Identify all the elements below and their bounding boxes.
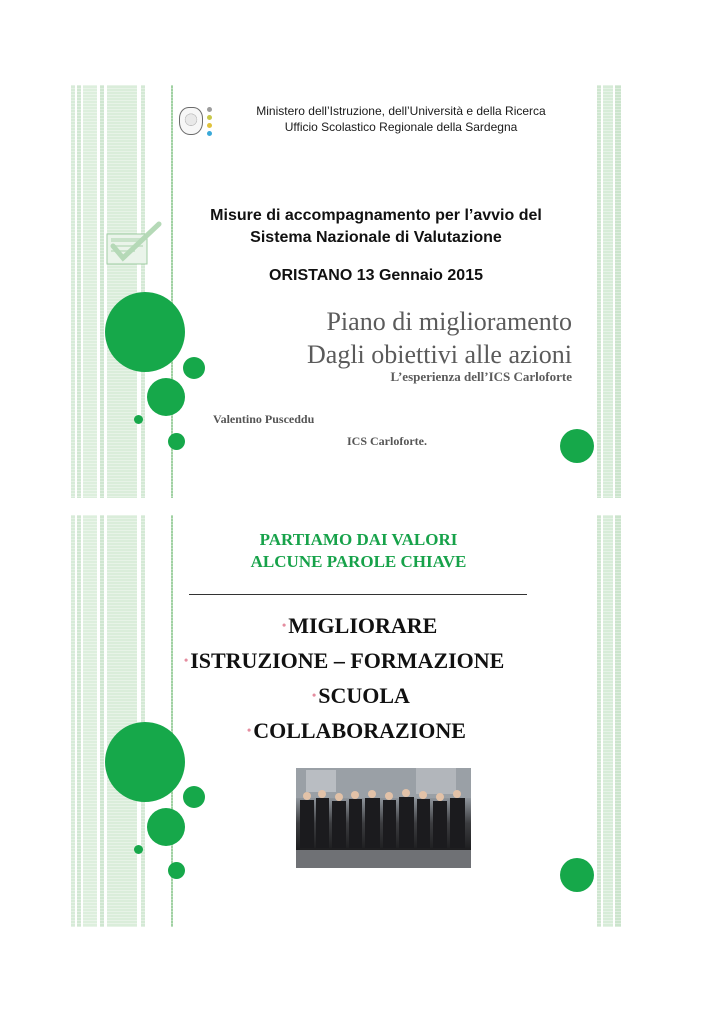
decor-circle-right [560, 429, 594, 463]
bullet-icon: • [312, 688, 317, 702]
event-title [181, 205, 571, 249]
heading-line-2: ALCUNE PAROLE CHIAVE [250, 552, 467, 571]
keyword-text: MIGLIORARE [288, 613, 438, 638]
right-stripe-border [595, 515, 621, 927]
right-stripe-border [595, 85, 621, 498]
keyword-item [247, 718, 466, 744]
author-name: Valentino Pusceddu [213, 412, 315, 426]
decor-circle-right [560, 858, 594, 892]
section-heading [186, 529, 531, 573]
decor-circle-medium [147, 808, 185, 846]
event-title-line-1: Misure di accompagnamento per l’avvio del [210, 207, 542, 224]
decor-circle-small-2 [168, 433, 185, 450]
event-date: ORISTANO 13 Gennaio 2015 [269, 267, 483, 284]
decor-circle-small [183, 786, 205, 808]
keyword-item [312, 683, 410, 709]
ministry-line-2: Ufficio Scolastico Regionale della Sardegna [284, 120, 518, 134]
ministry-header [216, 103, 586, 135]
presentation-subtitle: L’esperienza dell’ICS Carloforte [390, 369, 572, 384]
left-stripe-border [71, 85, 174, 498]
decor-circle-large [105, 722, 185, 802]
decor-circle-small [183, 357, 205, 379]
bullet-icon: • [247, 723, 252, 737]
presentation-title [307, 305, 572, 371]
decor-circle-tiny [134, 845, 143, 854]
title-line-2: Dagli obiettivi alle azioni [307, 340, 572, 369]
author-school: ICS Carloforte. [347, 434, 427, 448]
slide-2 [71, 515, 621, 927]
heading-line-1: PARTIAMO DAI VALORI [259, 530, 458, 549]
title-line-1: Piano di miglioramento [326, 307, 572, 336]
bullet-icon: • [282, 618, 287, 632]
decor-circle-small-2 [168, 862, 185, 879]
bullet-icon: • [184, 653, 189, 667]
decor-circle-medium [147, 378, 185, 416]
ministry-line-1: Ministero dell’Istruzione, dell’Università e della Ricerca [256, 104, 546, 118]
decor-circle-tiny [134, 415, 143, 424]
keyword-text: COLLABORAZIONE [253, 718, 466, 743]
italian-republic-emblem-icon [179, 107, 203, 135]
keyword-item [282, 613, 437, 639]
heading-divider [189, 594, 527, 595]
crowd-photo [296, 768, 471, 868]
keyword-text: SCUOLA [318, 683, 410, 708]
keyword-text: ISTRUZIONE – FORMAZIONE [190, 648, 505, 673]
event-title-line-2: Sistema Nazionale di Valutazione [250, 229, 502, 246]
slide-1 [71, 85, 621, 498]
checkmark-logo-icon [105, 220, 163, 268]
left-stripe-border [71, 515, 174, 927]
decor-circle-large [105, 292, 185, 372]
keyword-item [184, 648, 504, 674]
